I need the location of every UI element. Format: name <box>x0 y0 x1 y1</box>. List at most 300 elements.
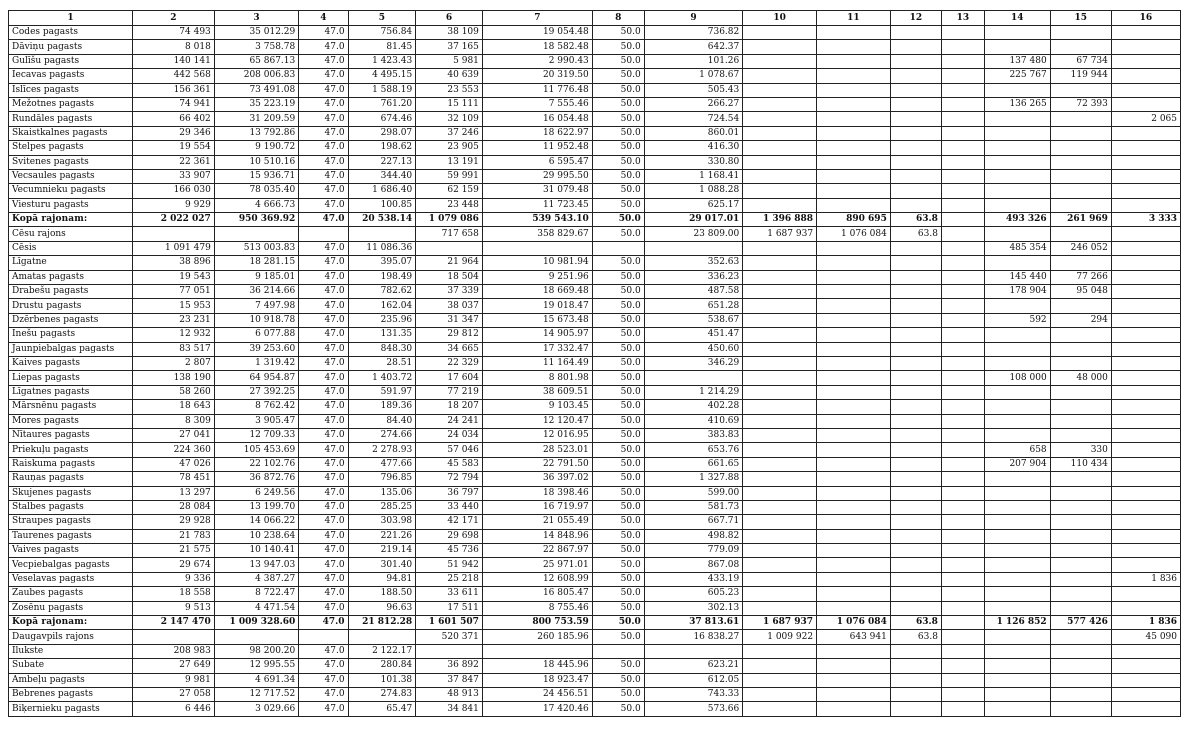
table-row <box>9 256 1181 270</box>
cell-col-11 <box>817 270 891 284</box>
column-header-13: 13 <box>941 11 984 26</box>
cell-col-6 <box>416 241 483 255</box>
table-row <box>9 155 1181 169</box>
cell-col-5: 2 122.17 <box>348 644 416 658</box>
cell-col-13 <box>941 313 984 327</box>
cell-col-11 <box>817 385 891 399</box>
cell-col-7: 18 923.47 <box>482 673 592 687</box>
cell-col-15 <box>1050 601 1111 615</box>
cell-col-3: 13 199.70 <box>214 500 298 514</box>
cell-col-12 <box>890 54 941 68</box>
cell-col-16 <box>1111 443 1180 457</box>
cell-col-10 <box>743 443 817 457</box>
cell-col-6: 13 191 <box>416 155 483 169</box>
cell-col-15 <box>1050 673 1111 687</box>
cell-col-5: 227.13 <box>348 155 416 169</box>
cell-col-4: 47.0 <box>299 601 348 615</box>
cell-col-5: 162.04 <box>348 299 416 313</box>
cell-col-11 <box>817 328 891 342</box>
cell-col-12 <box>890 83 941 97</box>
cell-col-6: 23 448 <box>416 198 483 212</box>
cell-col-4: 47.0 <box>299 558 348 572</box>
cell-col-16 <box>1111 529 1180 543</box>
cell-col-6: 48 913 <box>416 687 483 701</box>
table-row <box>9 328 1181 342</box>
cell-col-3: 6 249.56 <box>214 486 298 500</box>
cell-col-8: 50.0 <box>592 414 644 428</box>
table-row <box>9 515 1181 529</box>
cell-col-2: 77 051 <box>133 285 215 299</box>
cell-col-10 <box>743 299 817 313</box>
cell-col-7: 11 723.45 <box>482 198 592 212</box>
cell-col-15 <box>1050 328 1111 342</box>
cell-col-2: 9 929 <box>133 198 215 212</box>
cell-col-9: 538.67 <box>644 313 743 327</box>
cell-col-8: 50.0 <box>592 443 644 457</box>
cell-col-4: 47.0 <box>299 702 348 716</box>
cell-col-15 <box>1050 385 1111 399</box>
cell-col-3: 3 029.66 <box>214 702 298 716</box>
cell-col-16 <box>1111 472 1180 486</box>
cell-col-2: 21 783 <box>133 529 215 543</box>
cell-col-6: 24 241 <box>416 414 483 428</box>
row-label: Kopā rajonam: <box>9 213 133 227</box>
cell-col-6: 18 504 <box>416 270 483 284</box>
cell-col-16 <box>1111 241 1180 255</box>
cell-col-11: 890 695 <box>817 213 891 227</box>
cell-col-12 <box>890 673 941 687</box>
cell-col-6: 5 981 <box>416 54 483 68</box>
cell-col-14: 137 480 <box>984 54 1050 68</box>
cell-col-6: 45 736 <box>416 544 483 558</box>
cell-col-14 <box>984 299 1050 313</box>
cell-col-7: 29 995.50 <box>482 169 592 183</box>
cell-col-2: 38 896 <box>133 256 215 270</box>
cell-col-15 <box>1050 299 1111 313</box>
cell-col-14 <box>984 687 1050 701</box>
cell-col-8: 50.0 <box>592 601 644 615</box>
cell-col-14 <box>984 26 1050 40</box>
row-label: Kopā rajonam: <box>9 616 133 630</box>
cell-col-11 <box>817 184 891 198</box>
cell-col-2: 74 941 <box>133 97 215 111</box>
cell-col-14 <box>984 256 1050 270</box>
table-row <box>9 630 1181 644</box>
cell-col-13 <box>941 400 984 414</box>
cell-col-14 <box>984 558 1050 572</box>
cell-col-5: 2 278.93 <box>348 443 416 457</box>
cell-col-15 <box>1050 486 1111 500</box>
cell-col-15 <box>1050 687 1111 701</box>
cell-col-4: 47.0 <box>299 414 348 428</box>
cell-col-15 <box>1050 112 1111 126</box>
cell-col-11 <box>817 558 891 572</box>
cell-col-16 <box>1111 601 1180 615</box>
cell-col-7: 19 054.48 <box>482 26 592 40</box>
cell-col-10 <box>743 83 817 97</box>
cell-col-4: 47.0 <box>299 328 348 342</box>
cell-col-14 <box>984 141 1050 155</box>
cell-col-15 <box>1050 227 1111 241</box>
cell-col-2: 33 907 <box>133 169 215 183</box>
cell-col-8: 50.0 <box>592 227 644 241</box>
cell-col-4: 47.0 <box>299 644 348 658</box>
cell-col-6: 42 171 <box>416 515 483 529</box>
cell-col-9: 581.73 <box>644 500 743 514</box>
cell-col-10 <box>743 356 817 370</box>
cell-col-2: 1 091 479 <box>133 241 215 255</box>
cell-col-16 <box>1111 40 1180 54</box>
cell-col-4: 47.0 <box>299 285 348 299</box>
cell-col-12 <box>890 356 941 370</box>
cell-col-3: 10 238.64 <box>214 529 298 543</box>
cell-col-12 <box>890 644 941 658</box>
cell-col-14 <box>984 414 1050 428</box>
row-label: Daugavpils rajons <box>9 630 133 644</box>
cell-col-13 <box>941 126 984 140</box>
cell-col-15: 48 000 <box>1050 371 1111 385</box>
cell-col-11 <box>817 472 891 486</box>
cell-col-2: 140 141 <box>133 54 215 68</box>
cell-col-5: 11 086.36 <box>348 241 416 255</box>
cell-col-7 <box>482 644 592 658</box>
cell-col-2 <box>133 630 215 644</box>
cell-col-4: 47.0 <box>299 472 348 486</box>
cell-col-4: 47.0 <box>299 256 348 270</box>
table-row <box>9 83 1181 97</box>
cell-col-9: 867.08 <box>644 558 743 572</box>
cell-col-11 <box>817 69 891 83</box>
cell-col-12 <box>890 26 941 40</box>
cell-col-13 <box>941 241 984 255</box>
cell-col-3 <box>214 227 298 241</box>
cell-col-4: 47.0 <box>299 659 348 673</box>
cell-col-3: 1 009 328.60 <box>214 616 298 630</box>
cell-col-9: 16 838.27 <box>644 630 743 644</box>
table-row <box>9 69 1181 83</box>
cell-col-4 <box>299 630 348 644</box>
cell-col-5: 274.83 <box>348 687 416 701</box>
row-label: Mārsnēnu pagasts <box>9 400 133 414</box>
row-label: Iecavas pagasts <box>9 69 133 83</box>
cell-col-5: 848.30 <box>348 342 416 356</box>
cell-col-9: 661.65 <box>644 457 743 471</box>
row-label: Zosēnu pagasts <box>9 601 133 615</box>
cell-col-7: 14 848.96 <box>482 529 592 543</box>
cell-col-13 <box>941 702 984 716</box>
cell-col-5: 298.07 <box>348 126 416 140</box>
cell-col-8: 50.0 <box>592 83 644 97</box>
cell-col-12 <box>890 659 941 673</box>
row-label: Viesturu pagasts <box>9 198 133 212</box>
cell-col-6: 36 892 <box>416 659 483 673</box>
table-row <box>9 472 1181 486</box>
column-header-3: 3 <box>214 11 298 26</box>
cell-col-4: 47.0 <box>299 169 348 183</box>
cell-col-11 <box>817 356 891 370</box>
column-header-5: 5 <box>348 11 416 26</box>
cell-col-7: 18 582.48 <box>482 40 592 54</box>
cell-col-8: 50.0 <box>592 587 644 601</box>
cell-col-11 <box>817 687 891 701</box>
table-row <box>9 400 1181 414</box>
cell-col-16 <box>1111 414 1180 428</box>
cell-col-11 <box>817 26 891 40</box>
cell-col-14 <box>984 472 1050 486</box>
cell-col-7: 16 805.47 <box>482 587 592 601</box>
cell-col-3: 4 691.34 <box>214 673 298 687</box>
row-label: Veselavas pagasts <box>9 572 133 586</box>
cell-col-2: 58 260 <box>133 385 215 399</box>
cell-col-10 <box>743 371 817 385</box>
table-row <box>9 270 1181 284</box>
cell-col-14 <box>984 630 1050 644</box>
cell-col-13 <box>941 616 984 630</box>
cell-col-2: 29 928 <box>133 515 215 529</box>
table-row <box>9 342 1181 356</box>
row-label: Ambeļu pagasts <box>9 673 133 687</box>
cell-col-3: 22 102.76 <box>214 457 298 471</box>
cell-col-7: 24 456.51 <box>482 687 592 701</box>
cell-col-15: 119 944 <box>1050 69 1111 83</box>
cell-col-4: 47.0 <box>299 443 348 457</box>
table-row <box>9 558 1181 572</box>
cell-col-2: 8 018 <box>133 40 215 54</box>
cell-col-9: 487.58 <box>644 285 743 299</box>
cell-col-13 <box>941 529 984 543</box>
cell-col-13 <box>941 544 984 558</box>
cell-col-9: 37 813.61 <box>644 616 743 630</box>
cell-col-3: 27 392.25 <box>214 385 298 399</box>
cell-col-13 <box>941 40 984 54</box>
cell-col-14 <box>984 673 1050 687</box>
cell-col-13 <box>941 69 984 83</box>
cell-col-15: 110 434 <box>1050 457 1111 471</box>
cell-col-12 <box>890 155 941 169</box>
table-row <box>9 313 1181 327</box>
cell-col-4: 47.0 <box>299 112 348 126</box>
cell-col-13 <box>941 299 984 313</box>
cell-col-2: 22 361 <box>133 155 215 169</box>
cell-col-14 <box>984 227 1050 241</box>
cell-col-4: 47.0 <box>299 400 348 414</box>
cell-col-7: 2 990.43 <box>482 54 592 68</box>
cell-col-13 <box>941 198 984 212</box>
cell-col-6: 1 601 507 <box>416 616 483 630</box>
cell-col-9: 642.37 <box>644 40 743 54</box>
table-row <box>9 572 1181 586</box>
cell-col-13 <box>941 443 984 457</box>
table-row <box>9 198 1181 212</box>
cell-col-9: 29 017.01 <box>644 213 743 227</box>
cell-col-3: 98 200.20 <box>214 644 298 658</box>
cell-col-15 <box>1050 141 1111 155</box>
cell-col-13 <box>941 500 984 514</box>
cell-col-7: 12 120.47 <box>482 414 592 428</box>
cell-col-12 <box>890 112 941 126</box>
cell-col-11 <box>817 285 891 299</box>
table-row <box>9 428 1181 442</box>
cell-col-10 <box>743 385 817 399</box>
cell-col-2: 6 446 <box>133 702 215 716</box>
cell-col-8: 50.0 <box>592 256 644 270</box>
cell-col-6: 32 109 <box>416 112 483 126</box>
cell-col-12: 63.8 <box>890 616 941 630</box>
cell-col-2: 9 513 <box>133 601 215 615</box>
cell-col-10 <box>743 558 817 572</box>
table-row <box>9 299 1181 313</box>
cell-col-13 <box>941 112 984 126</box>
cell-col-6: 17 604 <box>416 371 483 385</box>
cell-col-3: 7 497.98 <box>214 299 298 313</box>
cell-col-6: 15 111 <box>416 97 483 111</box>
table-row <box>9 241 1181 255</box>
cell-col-16 <box>1111 256 1180 270</box>
cell-col-2: 9 981 <box>133 673 215 687</box>
cell-col-4: 47.0 <box>299 587 348 601</box>
cell-col-11 <box>817 486 891 500</box>
cell-col-5: 1 423.43 <box>348 54 416 68</box>
cell-col-3: 4 666.73 <box>214 198 298 212</box>
cell-col-6: 59 991 <box>416 169 483 183</box>
cell-col-8: 50.0 <box>592 141 644 155</box>
row-label: Rauņas pagasts <box>9 472 133 486</box>
cell-col-14 <box>984 702 1050 716</box>
table-row <box>9 141 1181 155</box>
cell-col-10 <box>743 112 817 126</box>
cell-col-12 <box>890 270 941 284</box>
cell-col-7: 18 622.97 <box>482 126 592 140</box>
cell-col-5: 285.25 <box>348 500 416 514</box>
cell-col-12: 63.8 <box>890 227 941 241</box>
cell-col-5: 274.66 <box>348 428 416 442</box>
cell-col-8: 50.0 <box>592 659 644 673</box>
cell-col-12 <box>890 529 941 543</box>
table-row <box>9 385 1181 399</box>
cell-col-5: 20 538.14 <box>348 213 416 227</box>
cell-col-16 <box>1111 83 1180 97</box>
cell-col-4: 47.0 <box>299 616 348 630</box>
cell-col-6: 38 109 <box>416 26 483 40</box>
cell-col-8: 50.0 <box>592 126 644 140</box>
cell-col-7: 11 164.49 <box>482 356 592 370</box>
cell-col-2: 18 643 <box>133 400 215 414</box>
cell-col-12 <box>890 457 941 471</box>
cell-col-13 <box>941 572 984 586</box>
cell-col-6: 37 847 <box>416 673 483 687</box>
cell-col-5 <box>348 227 416 241</box>
cell-col-11: 643 941 <box>817 630 891 644</box>
cell-col-5: 235.96 <box>348 313 416 327</box>
cell-col-6: 40 639 <box>416 69 483 83</box>
cell-col-11 <box>817 299 891 313</box>
cell-col-13 <box>941 155 984 169</box>
table-row <box>9 687 1181 701</box>
cell-col-9: 625.17 <box>644 198 743 212</box>
cell-col-2: 2 147 470 <box>133 616 215 630</box>
cell-col-9: 736.82 <box>644 26 743 40</box>
cell-col-3: 35 223.19 <box>214 97 298 111</box>
cell-col-10: 1 009 922 <box>743 630 817 644</box>
cell-col-9: 612.05 <box>644 673 743 687</box>
column-header-9: 9 <box>644 11 743 26</box>
cell-col-16 <box>1111 126 1180 140</box>
cell-col-2: 2 807 <box>133 356 215 370</box>
cell-col-16 <box>1111 515 1180 529</box>
cell-col-5: 1 686.40 <box>348 184 416 198</box>
cell-col-14 <box>984 342 1050 356</box>
cell-col-5: 131.35 <box>348 328 416 342</box>
row-label: Raiskuma pagasts <box>9 457 133 471</box>
cell-col-8: 50.0 <box>592 529 644 543</box>
table-row <box>9 457 1181 471</box>
cell-col-13 <box>941 97 984 111</box>
cell-col-14: 178 904 <box>984 285 1050 299</box>
cell-col-14 <box>984 428 1050 442</box>
cell-col-5 <box>348 630 416 644</box>
cell-col-15: 294 <box>1050 313 1111 327</box>
cell-col-15 <box>1050 155 1111 169</box>
cell-col-10 <box>743 515 817 529</box>
cell-col-3: 6 077.88 <box>214 328 298 342</box>
cell-col-5: 198.62 <box>348 141 416 155</box>
cell-col-2: 74 493 <box>133 26 215 40</box>
cell-col-8: 50.0 <box>592 270 644 284</box>
cell-col-6: 45 583 <box>416 457 483 471</box>
cell-col-8: 50.0 <box>592 112 644 126</box>
cell-col-10 <box>743 313 817 327</box>
cell-col-15 <box>1050 126 1111 140</box>
cell-col-8: 50.0 <box>592 97 644 111</box>
cell-col-9: 336.23 <box>644 270 743 284</box>
cell-col-9: 416.30 <box>644 141 743 155</box>
cell-col-5: 135.06 <box>348 486 416 500</box>
cell-col-4: 47.0 <box>299 486 348 500</box>
cell-col-7: 16 054.48 <box>482 112 592 126</box>
cell-col-12 <box>890 500 941 514</box>
cell-col-2: 47 026 <box>133 457 215 471</box>
cell-col-5: 674.46 <box>348 112 416 126</box>
cell-col-5: 761.20 <box>348 97 416 111</box>
cell-col-14 <box>984 486 1050 500</box>
cell-col-4: 47.0 <box>299 184 348 198</box>
cell-col-3: 3 905.47 <box>214 414 298 428</box>
cell-col-7: 18 445.96 <box>482 659 592 673</box>
cell-col-2: 27 041 <box>133 428 215 442</box>
cell-col-15 <box>1050 184 1111 198</box>
row-label: Zaubes pagasts <box>9 587 133 601</box>
cell-col-8: 50.0 <box>592 702 644 716</box>
cell-col-10: 1 687 937 <box>743 227 817 241</box>
cell-col-13 <box>941 457 984 471</box>
cell-col-5: 344.40 <box>348 169 416 183</box>
cell-col-10 <box>743 587 817 601</box>
cell-col-3: 65 867.13 <box>214 54 298 68</box>
cell-col-14: 592 <box>984 313 1050 327</box>
cell-col-3: 4 471.54 <box>214 601 298 615</box>
cell-col-3: 8 762.42 <box>214 400 298 414</box>
cell-col-4: 47.0 <box>299 26 348 40</box>
cell-col-4: 47.0 <box>299 97 348 111</box>
cell-col-3: 10 510.16 <box>214 155 298 169</box>
cell-col-3: 3 758.78 <box>214 40 298 54</box>
cell-col-5: 1 588.19 <box>348 83 416 97</box>
cell-col-7 <box>482 241 592 255</box>
cell-col-10 <box>743 428 817 442</box>
cell-col-7: 18 669.48 <box>482 285 592 299</box>
cell-col-4: 47.0 <box>299 141 348 155</box>
table-row <box>9 702 1181 716</box>
